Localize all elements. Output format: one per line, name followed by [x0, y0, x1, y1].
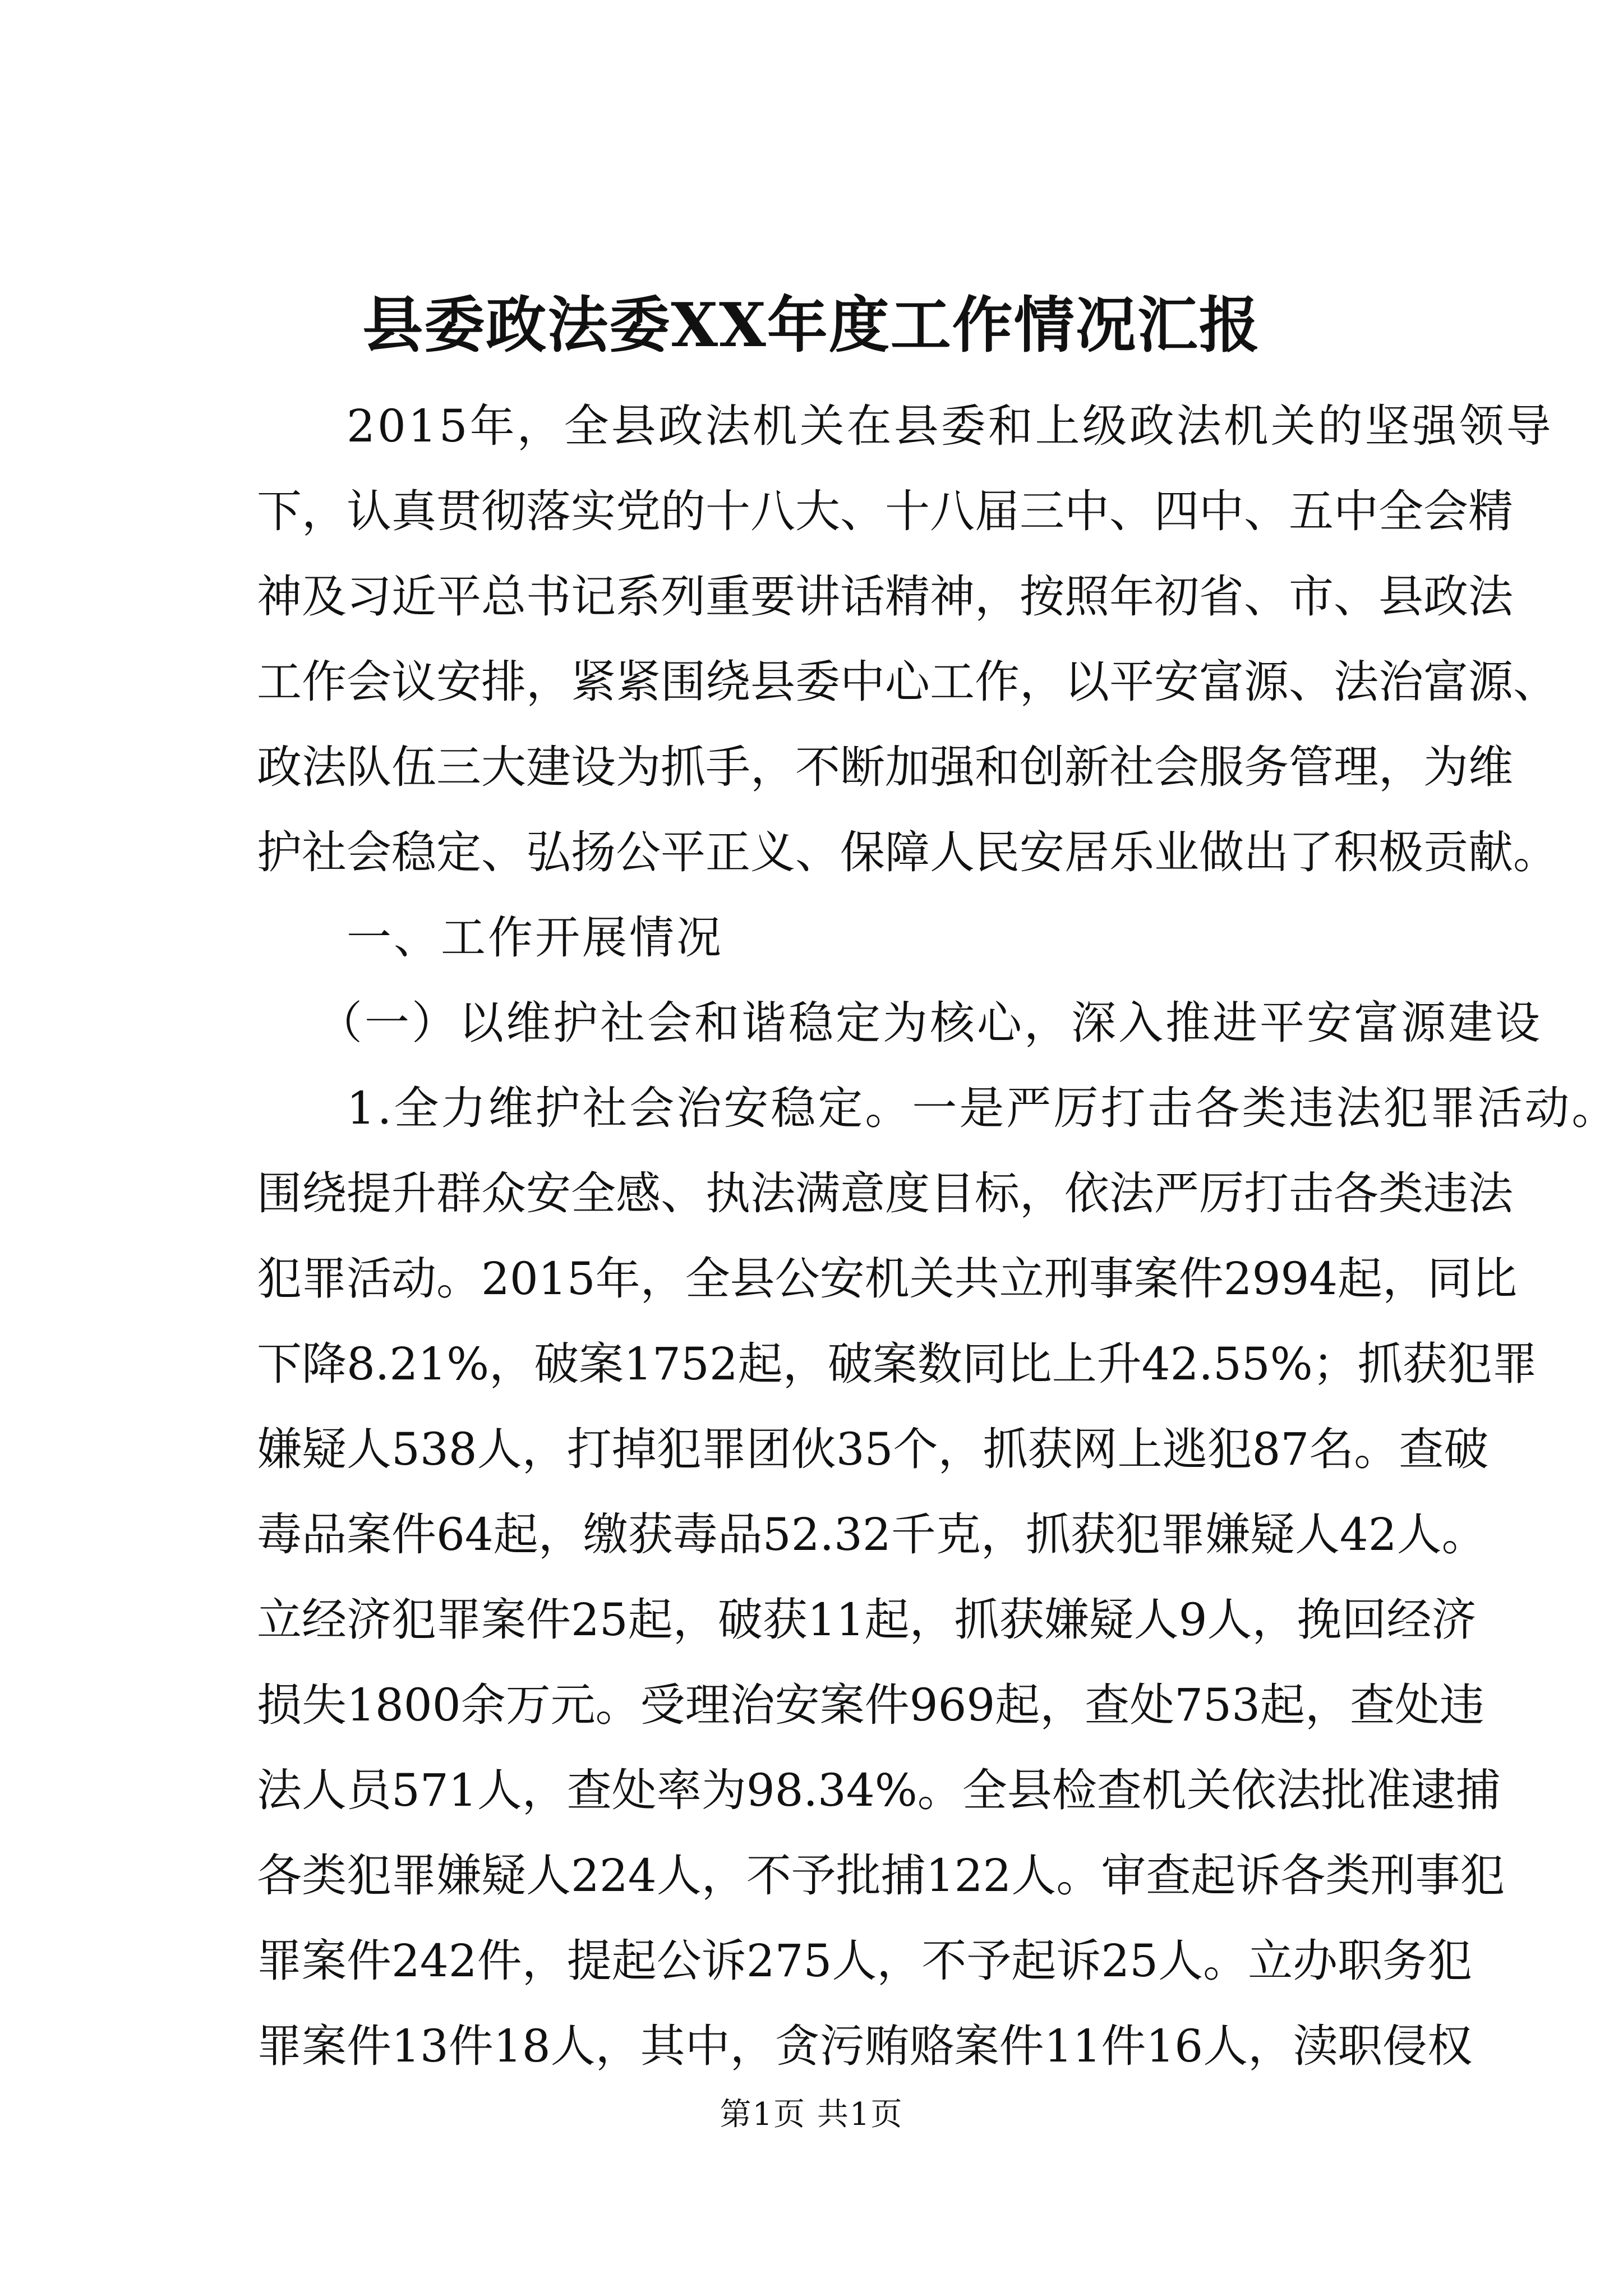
document-title: 县委政法委XX年度工作情况汇报 [362, 290, 1261, 361]
text-line: 法人员571人，查处率为98.34%。全县检查机关依法批准逮捕 [257, 1764, 1501, 1816]
document-body [257, 384, 1619, 2089]
text-line: 1.全力维护社会治安稳定。一是严厉打击各类违法犯罪活动。 [347, 1082, 1619, 1134]
text-line: 立经济犯罪案件25起，破获11起，抓获嫌疑人9人，挽回经济 [257, 1594, 1477, 1646]
text-line: 罪案件242件，提起公诉275人，不予起诉25人。立办职务犯 [257, 1935, 1473, 1987]
text-line: 政法队伍三大建设为抓手，不断加强和创新社会服务管理，为维 [257, 741, 1513, 793]
text-line: 神及习近平总书记系列重要讲话精神，按照年初省、市、县政法 [257, 570, 1513, 623]
text-line: 围绕提升群众安全感、执法满意度目标，依法严厉打击各类违法 [257, 1167, 1513, 1220]
text-line: 下，认真贯彻落实党的十八大、十八届三中、四中、五中全会精 [257, 485, 1513, 537]
text-line: 犯罪活动。2015年，全县公安机关共立刑事案件2994起，同比 [257, 1253, 1518, 1305]
text-line: 下降8.21%，破案1752起，破案数同比上升42.55%；抓获犯罪 [257, 1338, 1537, 1390]
text-line: 损失1800余万元。受理治安案件969起，查处753起，查处违 [257, 1679, 1484, 1731]
text-line: 工作会议安排，紧紧围绕县委中心工作，以平安富源、法治富源、 [257, 656, 1558, 708]
text-line: 罪案件13件18人，其中，贪污贿赂案件11件16人，渎职侵权 [257, 2020, 1473, 2072]
text-line: 护社会稳定、弘扬公平正义、保障人民安居乐业做出了积极贡献。 [257, 826, 1558, 878]
text-line: 2015年，全县政法机关在县委和上级政法机关的坚强领导 [347, 400, 1553, 452]
text-line: 一、工作开展情况 [347, 912, 723, 964]
text-line: （一）以维护社会和谐稳定为核心，深入推进平安富源建设 [317, 997, 1542, 1049]
text-line: 毒品案件64起，缴获毒品52.32千克，抓获犯罪嫌疑人42人。 [257, 1508, 1487, 1561]
text-line: 嫌疑人538人，打掉犯罪团伙35个，抓获网上逃犯87名。查破 [257, 1423, 1489, 1475]
text-line: 各类犯罪嫌疑人224人，不予批捕122人。审查起诉各类刑事犯 [257, 1849, 1505, 1902]
page-footer: 第1页 共1页 [720, 2096, 903, 2133]
